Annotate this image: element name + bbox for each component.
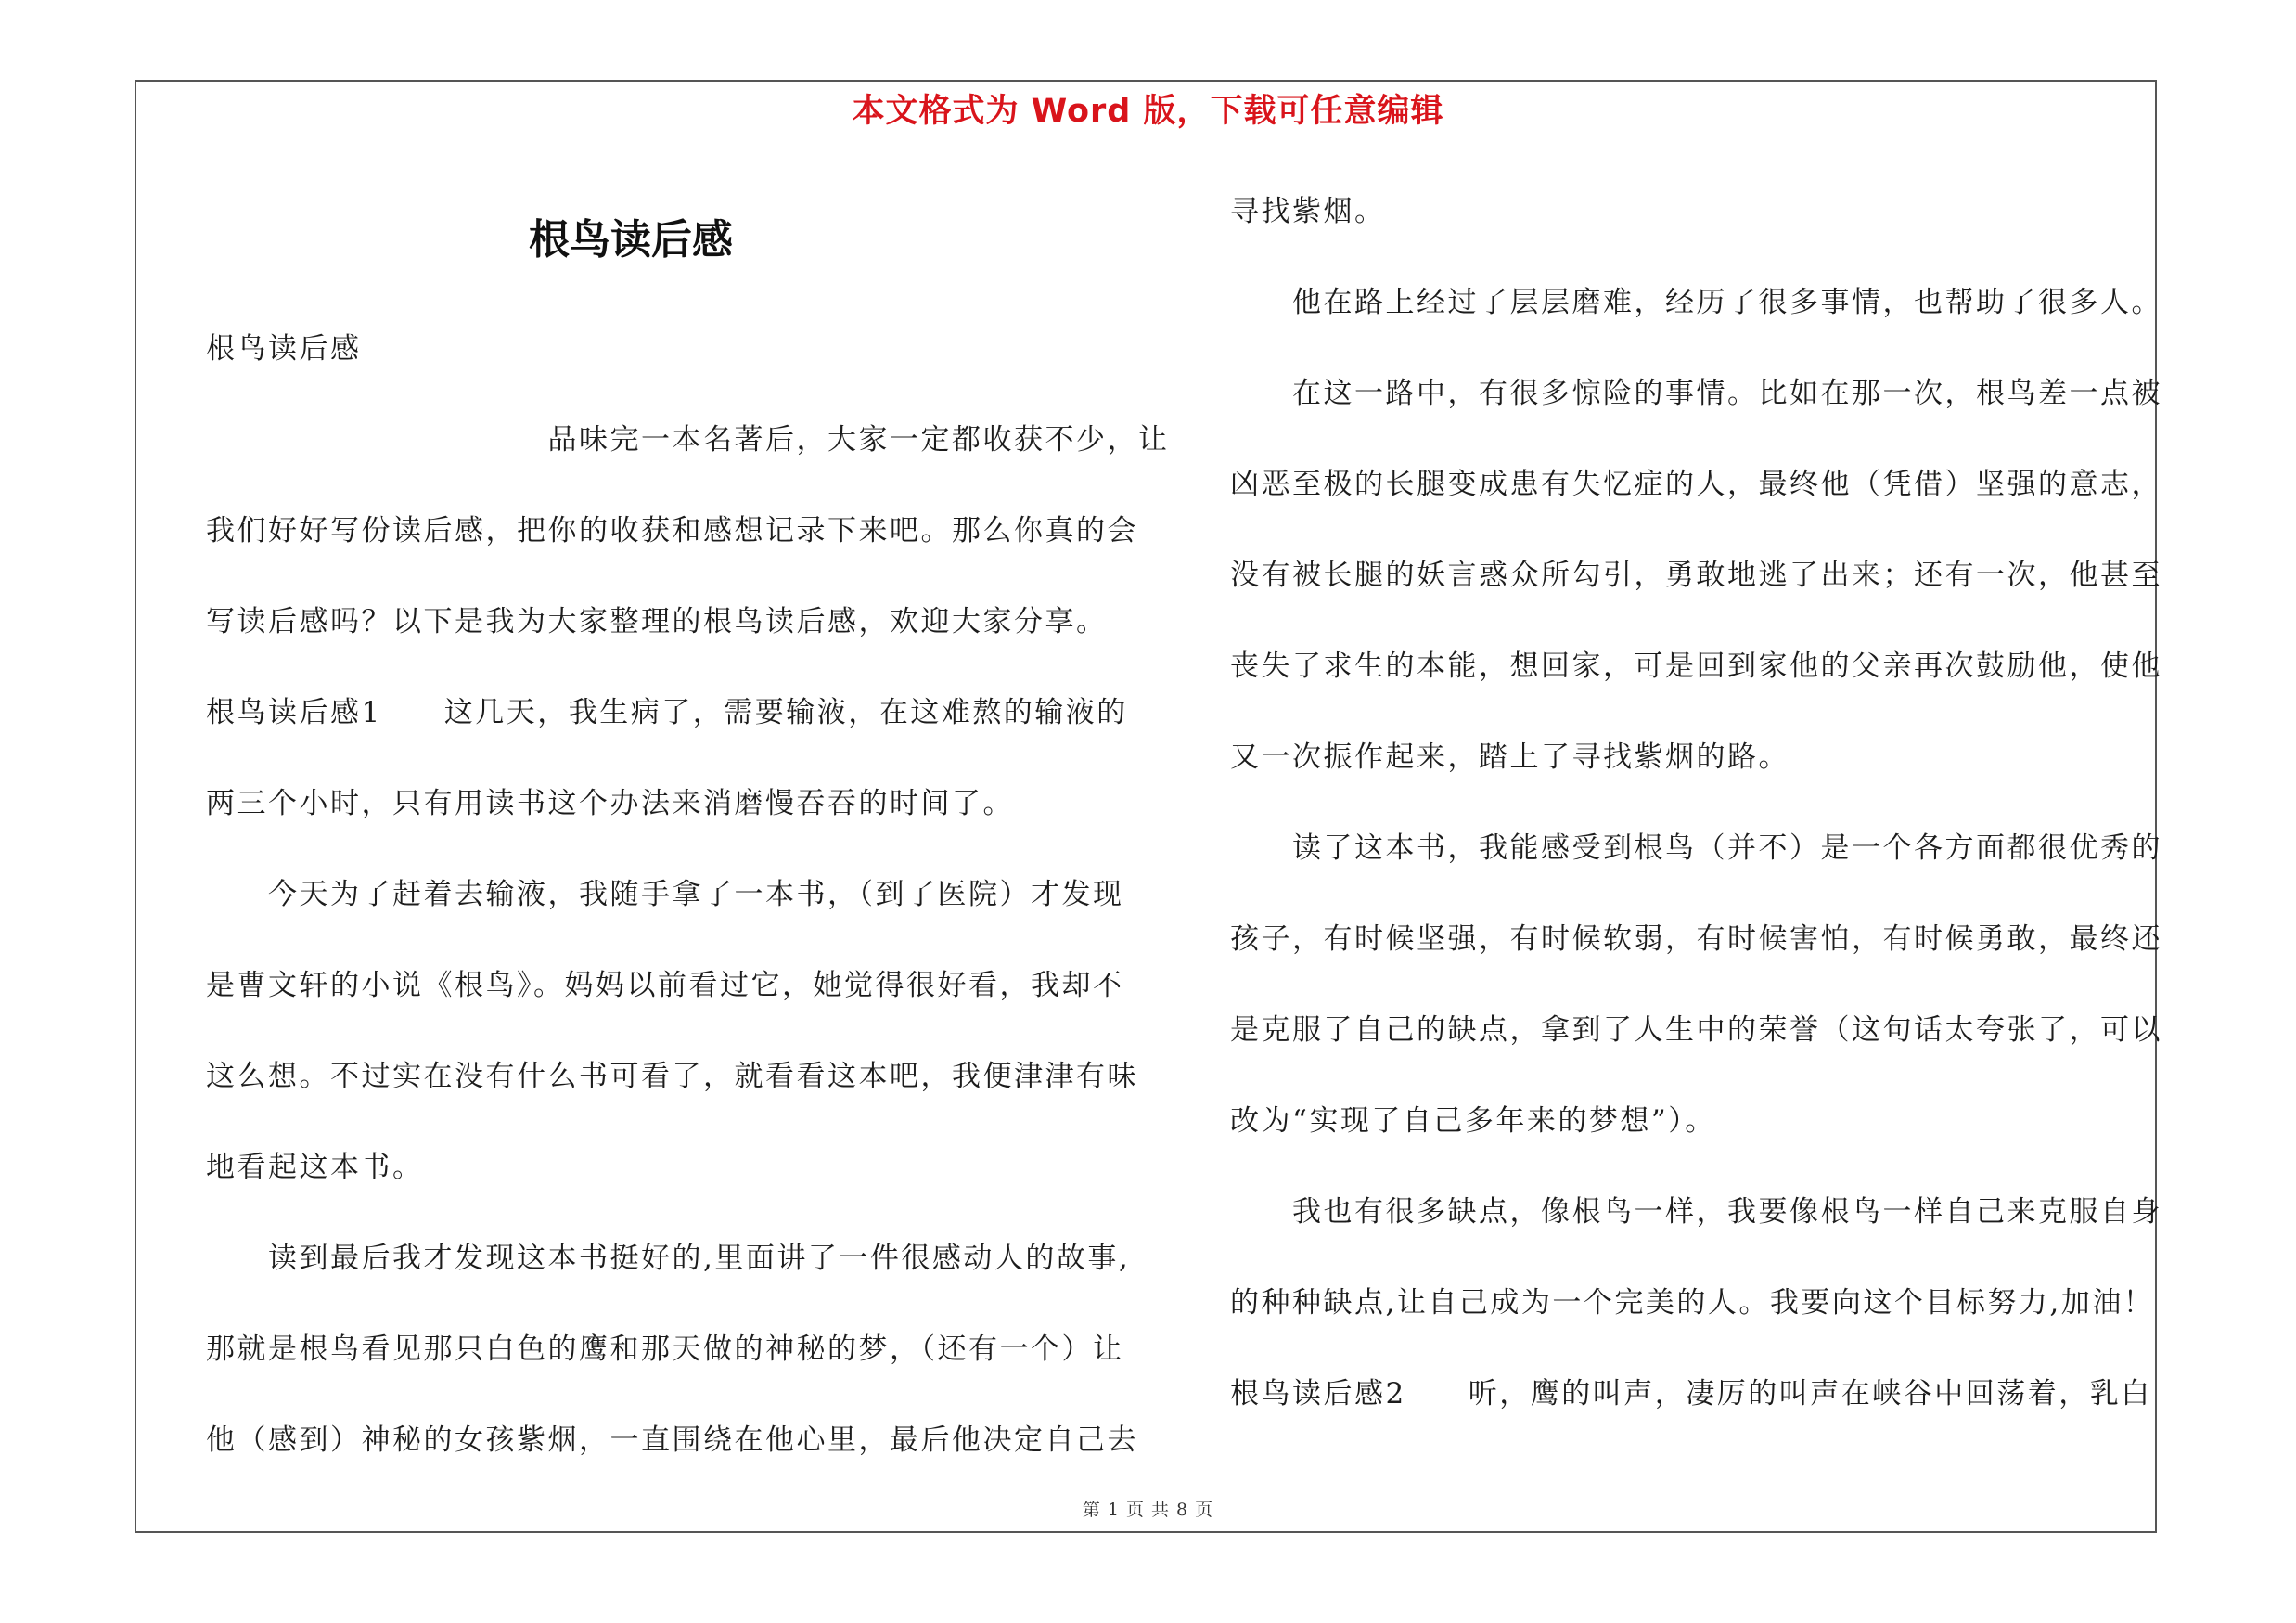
paragraph-line: 两三个小时，只有用读书这个办法来消磨慢吞吞的时间了。 (206, 787, 1014, 820)
document-title: 根鸟读后感 (529, 216, 733, 264)
paragraph-line: 凶恶至极的长腿变成患有失忆症的人，最终他（凭借）坚强的意志， (1230, 468, 2162, 501)
paragraph-line: 在这一路中，有很多惊险的事情。比如在那一次，根鸟差一点被 (1230, 377, 2162, 410)
format-notice-banner: 本文格式为 Word 版，下载可任意编辑 (852, 93, 1444, 130)
paragraph-line: 根鸟读后感1 这几天，我生病了，需要输液，在这难熬的输液的 (206, 696, 1128, 729)
paragraph-line: 他（感到）神秘的女孩紫烟，一直围绕在他心里，最后他决定自己去 (206, 1423, 1138, 1457)
paragraph-line: 那就是根鸟看见那只白色的鹰和那天做的神秘的梦，（还有一个）让 (206, 1333, 1124, 1366)
paragraph-line: 地看起这本书。 (206, 1151, 424, 1184)
paragraph-line: 是克服了自己的缺点，拿到了人生中的荣誉（这句话太夸张了，可以 (1230, 1013, 2162, 1047)
paragraph-line: 品味完一本名著后，大家一定都收获不少，让 (206, 423, 1170, 457)
paragraph-line: 读到最后我才发现这本书挺好的,里面讲了一件很感动人的故事, (206, 1242, 1131, 1275)
paragraph-line: 是曹文轩的小说《根鸟》。妈妈以前看过它，她觉得很好看，我却不 (206, 969, 1124, 1002)
paragraph-line: 根鸟读后感 (206, 332, 362, 366)
paragraph-line: 读了这本书，我能感受到根鸟（并不）是一个各方面都很优秀的 (1230, 831, 2162, 865)
paragraph-line: 今天为了赶着去输液，我随手拿了一本书，（到了医院）才发现 (206, 878, 1124, 911)
paragraph-line: 没有被长腿的妖言惑众所勾引，勇敢地逃了出来；还有一次，他甚至 (1230, 559, 2162, 592)
paragraph-line: 寻找紫烟。 (1230, 195, 1386, 228)
paragraph-line: 根鸟读后感2 听，鹰的叫声，凄厉的叫声在峡谷中回荡着，乳白 (1230, 1377, 2152, 1410)
paragraph-line: 改为“实现了自己多年来的梦想”）。 (1230, 1104, 1716, 1138)
paragraph-line: 的种种缺点,让自己成为一个完美的人。我要向这个目标努力,加油！ (1230, 1286, 2155, 1320)
paragraph-line: 孩子，有时候坚强，有时候软弱，有时候害怕，有时候勇敢，最终还 (1230, 922, 2162, 956)
paragraph-line: 我也有很多缺点，像根鸟一样，我要像根鸟一样自己来克服自身 (1230, 1195, 2162, 1229)
paragraph-line: 写读后感吗？以下是我为大家整理的根鸟读后感，欢迎大家分享。 (206, 605, 1108, 638)
paragraph-line: 他在路上经过了层层磨难，经历了很多事情，也帮助了很多人。 (1230, 286, 2162, 319)
paragraph-line: 这么想。不过实在没有什么书可看了，就看看这本吧，我便津津有味 (206, 1060, 1138, 1093)
paragraph-line: 又一次振作起来，踏上了寻找紫烟的路。 (1230, 741, 1789, 774)
paragraph-line: 我们好好写份读后感，把你的收获和感想记录下来吧。那么你真的会 (206, 514, 1138, 547)
page-number-footer: 第 1 页 共 8 页 (1082, 1500, 1214, 1520)
paragraph-line: 丧失了求生的本能，想回家，可是回到家他的父亲再次鼓励他，使他 (1230, 650, 2162, 683)
